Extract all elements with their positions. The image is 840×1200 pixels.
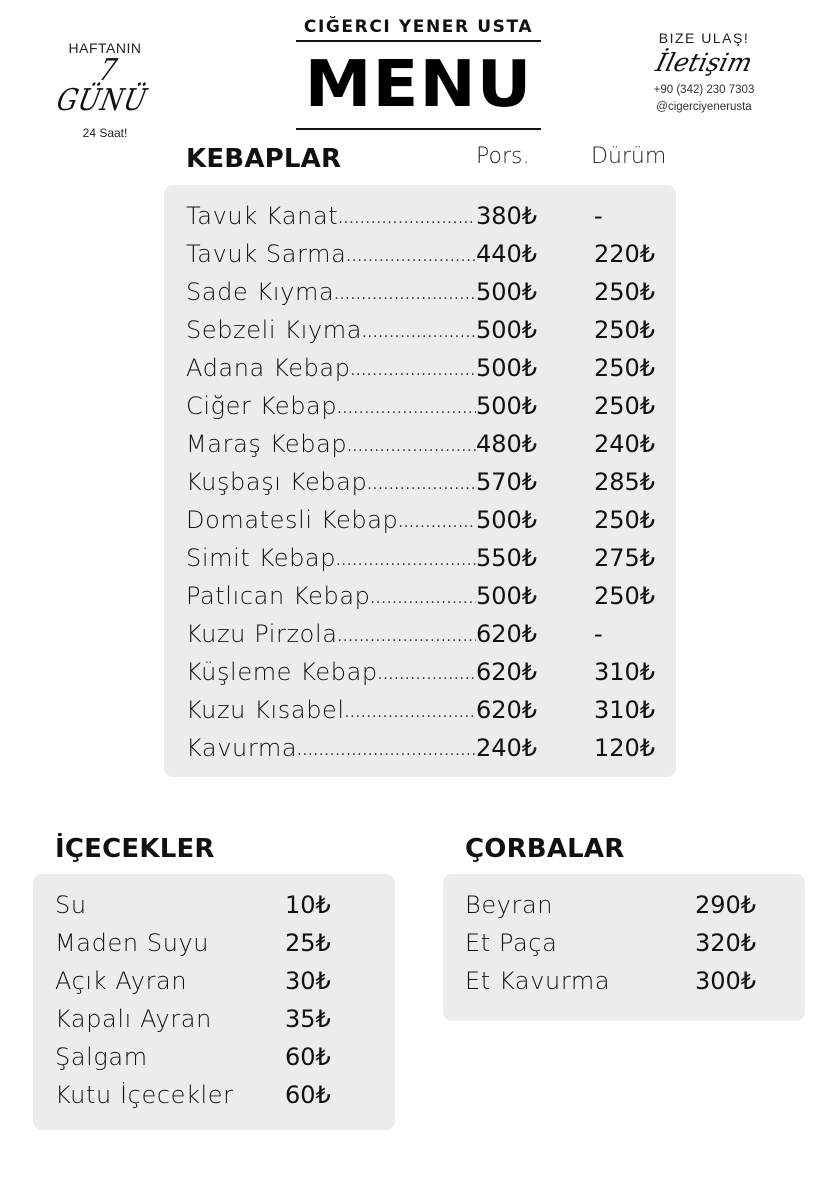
restaurant-name: CIĞERCI YENER USTA [303,17,534,37]
item-name: Su [55,891,87,919]
corbalar-list [443,874,805,1021]
menu-item-row [443,962,805,1000]
item-price-portion: 500₺ [476,278,538,306]
item-name: Patlıcan Kebap [186,582,371,610]
item-name: Maraş Kebap [186,430,348,458]
phone-number[interactable]: +90 (342) 230 7303 [653,84,755,96]
menu-item-row [164,729,676,767]
item-price: 60₺ [285,1081,331,1109]
item-price-durum: 250₺ [594,506,656,534]
menu-item-row [33,924,395,962]
menu-item-row [33,1000,395,1038]
social-handle[interactable]: @cigerciyenerusta [656,101,752,113]
column-header-durum: Dürüm [591,144,667,169]
item-price-durum: 310₺ [594,658,656,686]
menu-item-row [164,463,676,501]
item-name: Maden Suyu [55,929,210,957]
item-price-portion: 440₺ [476,240,538,268]
column-header-portion: Pors. [476,144,530,169]
menu-item-row [443,886,805,924]
item-price: 35₺ [285,1005,331,1033]
menu-item-row [33,1076,395,1114]
item-price: 30₺ [285,967,331,995]
item-price-durum: 220₺ [594,240,656,268]
menu-item-row [33,962,395,1000]
hours-subtitle: 24 Saat! [82,126,128,140]
icecekler-list [33,874,395,1130]
item-price-durum: 240₺ [594,430,656,458]
menu-item-row [164,235,676,273]
section-title-icecekler: İÇECEKLER [55,834,215,864]
item-name: Et Paça [465,929,558,957]
item-price-portion: 550₺ [476,544,538,572]
item-price-durum: - [594,620,603,648]
item-price-portion: 620₺ [476,658,538,686]
section-title-kebaplar: KEBAPLAR [186,144,342,174]
menu-item-row [164,653,676,691]
title-block [296,14,541,130]
item-price-portion: 380₺ [476,202,538,230]
item-price-portion: 500₺ [476,582,538,610]
item-price: 10₺ [285,891,331,919]
item-price-durum: 285₺ [594,468,656,496]
title-rule-bottom [296,128,541,130]
menu-item-row [164,197,676,235]
item-name: Et Kavurma [465,967,611,995]
item-name: Beyran [465,891,554,919]
item-name: Tavuk Sarma [186,240,347,268]
menu-item-row [164,387,676,425]
item-price-portion: 480₺ [476,430,538,458]
item-name: Sebzeli Kıyma [186,316,363,344]
item-price-portion: 570₺ [476,468,538,496]
item-price-portion: 500₺ [476,354,538,382]
item-price-portion: 620₺ [476,620,538,648]
item-name: Açık Ayran [55,967,188,995]
item-price-portion: 240₺ [476,734,538,762]
contact-label: BIZE ULAŞ! [658,30,750,46]
item-name: Kuzu Kısabel [186,696,345,724]
menu-item-row [164,311,676,349]
menu-item-row [164,539,676,577]
menu-item-row [33,1038,395,1076]
item-price: 290₺ [695,891,757,919]
menu-item-row [443,924,805,962]
item-name: Kutu İçecekler [55,1081,234,1109]
menu-item-row [164,273,676,311]
item-price-durum: 250₺ [594,278,656,306]
item-name: Kuşbaşı Kebap [186,468,368,496]
item-name: Küşleme Kebap [186,658,378,686]
item-name: Simit Kebap [186,544,337,572]
item-name: Kuzu Pirzola [186,620,338,648]
item-name: Sade Kıyma [186,278,335,306]
item-name: Şalgam [55,1043,148,1071]
dot-leader [297,729,476,773]
menu-item-row [164,577,676,615]
hours-label: HAFTANIN [68,40,142,56]
item-name: Domatesli Kebap [186,506,399,534]
item-price-durum: 310₺ [594,696,656,724]
item-name: Tavuk Kanat [186,202,339,230]
contact-block [630,30,778,116]
menu-item-row [164,425,676,463]
menu-item-row [164,501,676,539]
item-price: 60₺ [285,1043,331,1071]
item-price-durum: 250₺ [594,316,656,344]
item-price-durum: 275₺ [594,544,656,572]
hours-script: 7 GÜNÜ [53,53,151,118]
page-title: MENU [304,48,533,122]
item-price-durum: 250₺ [594,582,656,610]
item-price-durum: 250₺ [594,354,656,382]
menu-item-row [164,349,676,387]
item-price: 25₺ [285,929,331,957]
item-price: 300₺ [695,967,757,995]
item-name: Ciğer Kebap [186,392,338,420]
section-title-corbalar: ÇORBALAR [465,834,625,864]
menu-item-row [164,691,676,729]
item-name: Kapalı Ayran [55,1005,212,1033]
item-price: 320₺ [695,929,757,957]
item-price-durum: 250₺ [594,392,656,420]
item-price-durum: - [594,202,603,230]
item-price-portion: 500₺ [476,392,538,420]
kebaplar-list [164,185,676,777]
menu-item-row [164,615,676,653]
item-name: Adana Kebap [186,354,351,382]
contact-script: İletişim [652,48,756,77]
item-name: Kavurma [186,734,298,762]
menu-item-row [33,886,395,924]
item-price-portion: 620₺ [476,696,538,724]
item-price-portion: 500₺ [476,506,538,534]
hours-block [40,40,170,140]
item-name-wrap [186,729,476,773]
item-price-portion: 500₺ [476,316,538,344]
item-price-durum: 120₺ [594,734,656,762]
